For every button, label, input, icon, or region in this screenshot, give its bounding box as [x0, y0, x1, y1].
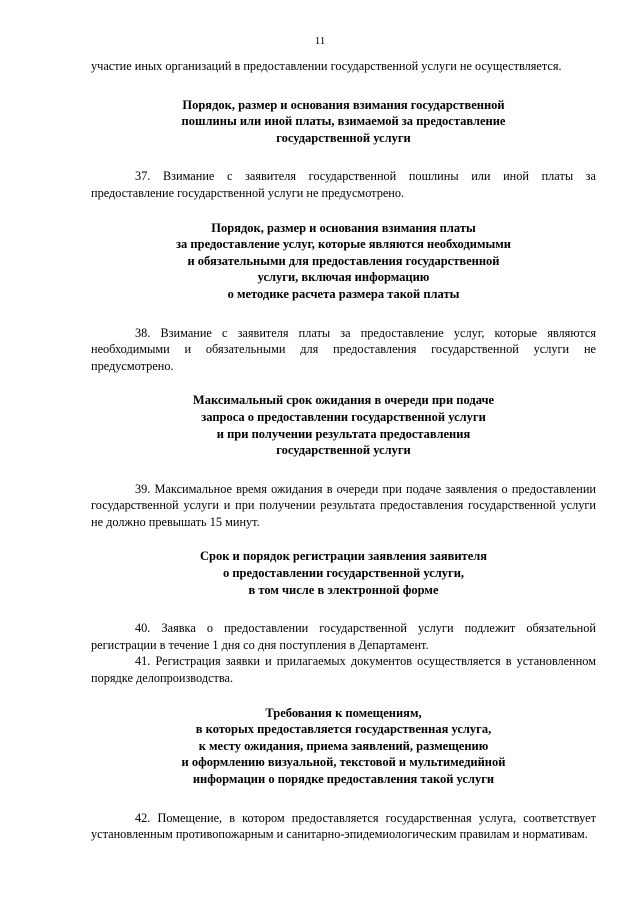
- section-heading-queue-time: [91, 392, 596, 458]
- section-heading-premises: [91, 705, 596, 788]
- heading-line: государственной услуги: [276, 443, 411, 458]
- heading-line: запроса о предоставлении государственной услуги: [201, 409, 486, 424]
- paragraph-38: 38. Взимание с заявителя платы за предоставление услуг, которые являются необходимыми и обязательными для предоставления государственной услуги не предусмотрено.: [91, 325, 596, 373]
- heading-line: Требования к помещениям,: [265, 705, 422, 720]
- heading-line: информации о порядке предоставления такой услуги: [192, 772, 495, 786]
- page-number: 11: [314, 35, 326, 47]
- paragraph-continuation: участие иных организаций в предоставлении государственной услуги не осуществляется.: [91, 59, 562, 73]
- heading-line: к месту ожидания, приема заявлений, размещению: [198, 738, 489, 753]
- document-body: [91, 58, 596, 843]
- heading-line: Максимальный срок ожидания в очереди при подаче: [192, 393, 495, 408]
- heading-line: и обязательными для предоставления государственной: [187, 253, 500, 268]
- heading-line: о предоставлении государственной услуги,: [222, 566, 465, 581]
- heading-line: государственной услуги: [276, 130, 411, 145]
- paragraph-42: 42. Помещение, в котором предоставляется государственная услуга, соответствует установленным противопожарным и санитарно-эпидемиологическим правилам и нормативам.: [91, 810, 596, 842]
- heading-line: в том числе в электронной форме: [248, 582, 439, 597]
- heading-line: о методике расчета размера такой платы: [227, 286, 460, 301]
- heading-line: за предоставление услуг, которые являются необходимыми: [176, 237, 511, 252]
- heading-line: услуги, включая информацию: [257, 270, 430, 285]
- section-heading-registration: [91, 548, 596, 598]
- section-heading-fee-for-services: [91, 220, 596, 303]
- section-heading-state-fee: [91, 97, 596, 147]
- paragraph-37: 37. Взимание с заявителя государственной пошлины или иной платы за предоставление государственной услуги не предусмотрено.: [91, 169, 596, 200]
- paragraph-39: 39. Максимальное время ожидания в очереди при подаче заявления о предоставлении государственной услуги и при получении результата предоставления государственной услуги не должно превышать 15 минут.: [91, 481, 596, 529]
- heading-line: Срок и порядок регистрации заявления заявителя: [199, 549, 488, 564]
- paragraph-41: 41. Регистрация заявки и прилагаемых документов осуществляется в установленном порядке делопроизводства.: [91, 654, 596, 686]
- heading-line: Порядок, размер и основания взимания платы: [211, 220, 476, 235]
- heading-line: пошлины или иной платы, взимаемой за предоставление: [181, 114, 506, 129]
- heading-line: и оформлению визуальной, текстовой и мультимедийной: [181, 755, 506, 770]
- heading-line: и при получении результата предоставления: [216, 426, 471, 441]
- heading-line: в которых предоставляется государственная услуга,: [195, 722, 492, 737]
- heading-line: Порядок, размер и основания взимания государственной: [182, 97, 505, 112]
- paragraph-40: 40. Заявка о предоставлении государственной услуги подлежит обязательной регистрации в течение 1 дня со дня поступления в Департамент.: [91, 621, 596, 652]
